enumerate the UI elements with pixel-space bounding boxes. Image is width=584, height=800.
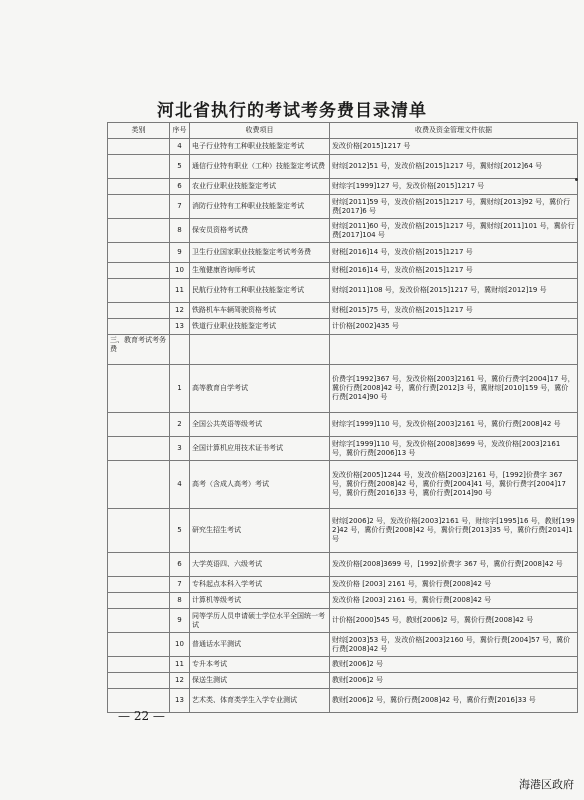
table-row [108, 673, 578, 689]
watermark-text: 海港区政府 [519, 778, 574, 791]
row-item: 高考（含成人高考）考试 [190, 461, 330, 509]
table-row [108, 243, 578, 263]
row-category [108, 243, 170, 263]
row-item [190, 335, 330, 365]
table-row [108, 461, 578, 509]
row-seq: 11 [170, 657, 190, 673]
row-category [108, 437, 170, 461]
row-seq: 9 [170, 243, 190, 263]
row-basis: 财综字[1999]110 号，发改价格[2008]3699 号，发改价格[2003]2161 号，冀价行费[2006]13 号 [330, 437, 578, 461]
table-row [108, 365, 578, 413]
row-item: 专升本考试 [190, 657, 330, 673]
row-basis: 财综[2011]108 号，发改价格[2015]1217 号，冀财综[2012]19 号 [330, 279, 578, 303]
row-seq: 12 [170, 303, 190, 319]
table-row [108, 319, 578, 335]
row-seq: 11 [170, 279, 190, 303]
row-item: 农业行业职业技能鉴定考试 [190, 179, 330, 195]
row-basis: 教财[2006]2 号 [330, 673, 578, 689]
row-item: 高等教育自学考试 [190, 365, 330, 413]
row-basis: 财税[2016]14 号，发改价格[2015]1217 号 [330, 263, 578, 279]
table-row [108, 593, 578, 609]
row-category [108, 219, 170, 243]
fee-table [107, 122, 578, 713]
row-seq: 4 [170, 461, 190, 509]
row-category [108, 263, 170, 279]
row-item: 铁道行业职业技能鉴定考试 [190, 319, 330, 335]
row-basis: 发改价格 [2003] 2161 号，冀价行费[2008]42 号 [330, 593, 578, 609]
row-seq: 7 [170, 195, 190, 219]
table-row [108, 179, 578, 195]
row-seq: 6 [170, 179, 190, 195]
row-category [108, 593, 170, 609]
document-title: 河北省执行的考试考务费目录清单 [157, 101, 427, 121]
row-item: 计算机等级考试 [190, 593, 330, 609]
row-item: 铁路机车车辆驾驶资格考试 [190, 303, 330, 319]
row-seq: 8 [170, 593, 190, 609]
row-seq: 10 [170, 263, 190, 279]
row-basis: 价费字[1992]367 号，发改价格[2003]2161 号，冀价行费字[2004]17 号，冀价行费[2008]42 号，冀价行费[2012]3 号，冀财综[2010]159 号，冀价行费[2014]90 号 [330, 365, 578, 413]
table-row [108, 689, 578, 713]
row-basis: 计价格[2002]435 号 [330, 319, 578, 335]
row-basis: 财综[2011]60 号，发改价格[2015]1217 号，冀财综[2011]101 号，冀价行费[2017]104 号 [330, 219, 578, 243]
table-row [108, 509, 578, 553]
row-category [108, 139, 170, 155]
table-row [108, 413, 578, 437]
table-row [108, 335, 578, 365]
row-category [108, 179, 170, 195]
row-item: 民航行业特有工种职业技能鉴定考试 [190, 279, 330, 303]
row-category [108, 577, 170, 593]
row-item: 艺术类、体育类学生入学专业测试 [190, 689, 330, 713]
row-basis: 发改价格 [2003] 2161 号，冀价行费[2008]42 号 [330, 577, 578, 593]
row-item: 电子行业特有工种职业技能鉴定考试 [190, 139, 330, 155]
row-category [108, 461, 170, 509]
header-item: 收费项目 [190, 123, 330, 139]
page-number: — 22 — [118, 709, 165, 723]
row-item: 保送生测试 [190, 673, 330, 689]
row-category [108, 303, 170, 319]
table-row [108, 195, 578, 219]
header-seq: 序号 [170, 123, 190, 139]
row-category [108, 413, 170, 437]
row-basis: 计价格[2000]545 号，教财[2006]2 号，冀价行费[2008]42 号 [330, 609, 578, 633]
row-seq: 13 [170, 689, 190, 713]
row-basis: 财综字[1999]110 号，发改价格[2003]2161 号，冀价行费[2008]42 号 [330, 413, 578, 437]
scan-speck [575, 178, 578, 181]
row-seq: 10 [170, 633, 190, 657]
row-seq: 5 [170, 155, 190, 179]
row-basis: 财税[2016]14 号，发改价格[2015]1217 号 [330, 243, 578, 263]
row-basis: 教财[2006]2 号 [330, 657, 578, 673]
row-item: 消防行业特有工种职业技能鉴定考试 [190, 195, 330, 219]
row-item: 通信行业特有职业（工种）技能鉴定考试费 [190, 155, 330, 179]
table-row [108, 633, 578, 657]
row-seq [170, 335, 190, 365]
row-category [108, 657, 170, 673]
row-item: 全国计算机应用技术证书考试 [190, 437, 330, 461]
table-row [108, 657, 578, 673]
row-item: 卫生行业国家职业技能鉴定考试考务费 [190, 243, 330, 263]
row-category: 三、教育考试考务费 [108, 335, 170, 365]
row-basis: 发改价格[2015]1217 号 [330, 139, 578, 155]
table-row [108, 437, 578, 461]
table-row [108, 279, 578, 303]
table-header-row [108, 123, 578, 139]
row-category [108, 155, 170, 179]
row-basis: 财综[2006]2 号，发改价格[2003]2161 号，财综字[1995]16 号，教财[1992]42 号，冀价行费[2008]42 号，冀价行费[2013]35 号，冀价行费[2014]1 号 [330, 509, 578, 553]
table-row [108, 553, 578, 577]
row-item: 大学英语四、六级考试 [190, 553, 330, 577]
table-row [108, 609, 578, 633]
table-row [108, 219, 578, 243]
row-item: 普通话水平测试 [190, 633, 330, 657]
table-row [108, 139, 578, 155]
row-seq: 2 [170, 413, 190, 437]
table-body [108, 139, 578, 713]
row-seq: 1 [170, 365, 190, 413]
row-category [108, 365, 170, 413]
table-row [108, 155, 578, 179]
row-category [108, 195, 170, 219]
row-item: 研究生招生考试 [190, 509, 330, 553]
row-basis: 财税[2015]75 号，发改价格[2015]1217 号 [330, 303, 578, 319]
row-seq: 5 [170, 509, 190, 553]
row-basis: 财综[2012]51 号，发改价格[2015]1217 号，冀财综[2012]64 号 [330, 155, 578, 179]
row-category [108, 279, 170, 303]
row-basis [330, 335, 578, 365]
row-basis: 财综字[1999]127 号，发改价格[2015]1217 号 [330, 179, 578, 195]
row-category [108, 319, 170, 335]
row-item: 专科起点本科入学考试 [190, 577, 330, 593]
row-seq: 13 [170, 319, 190, 335]
row-basis: 财综[2003]53 号，发改价格[2003]2160 号，冀价行费[2004]57 号，冀价行费[2008]42 号 [330, 633, 578, 657]
row-item: 生殖健康咨询师考试 [190, 263, 330, 279]
table-row [108, 303, 578, 319]
row-seq: 7 [170, 577, 190, 593]
row-basis: 发改价格[2005]1244 号，发改价格[2003]2161 号，[1992]价费字 367 号，冀价行费[2008]42 号，冀价行费[2004]41 号，冀价行费字[2004]17 号，冀价行费[2016]33 号，冀价行费[2014]90 号 [330, 461, 578, 509]
row-item: 保安员资格考试费 [190, 219, 330, 243]
row-category [108, 673, 170, 689]
header-basis: 收费及资金管理文件依据 [330, 123, 578, 139]
row-item: 全国公共英语等级考试 [190, 413, 330, 437]
row-category [108, 553, 170, 577]
row-seq: 9 [170, 609, 190, 633]
header-category: 类别 [108, 123, 170, 139]
row-basis: 财综[2011]59 号，发改价格[2015]1217 号，冀财综[2013]92 号，冀价行费[2017]6 号 [330, 195, 578, 219]
table-row [108, 263, 578, 279]
row-seq: 8 [170, 219, 190, 243]
row-basis: 教财[2006]2 号，冀价行费[2008]42 号，冀价行费[2016]33 号 [330, 689, 578, 713]
row-seq: 6 [170, 553, 190, 577]
row-seq: 12 [170, 673, 190, 689]
row-seq: 4 [170, 139, 190, 155]
row-category [108, 633, 170, 657]
row-category [108, 609, 170, 633]
row-basis: 发改价格[2008]3699 号，[1992]价费字 367 号，冀价行费[2008]42 号 [330, 553, 578, 577]
row-seq: 3 [170, 437, 190, 461]
table-row [108, 577, 578, 593]
row-category [108, 509, 170, 553]
row-item: 同等学历人员申请硕士学位水平全国统一考试 [190, 609, 330, 633]
